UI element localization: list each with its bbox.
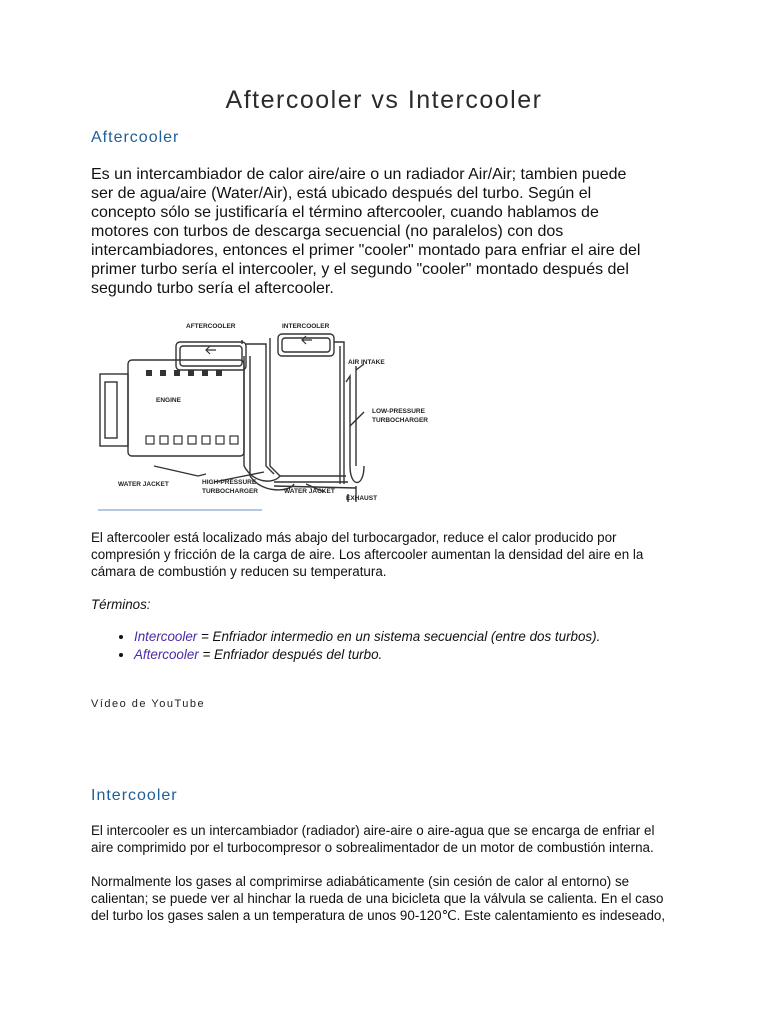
text-line: concepto sólo se justificaría el término aftercooler, cuando hablamos de (91, 204, 599, 221)
aftercooler-paragraph (91, 165, 661, 298)
term-word: Intercooler (134, 629, 198, 644)
term-word: Aftercooler (134, 647, 199, 662)
text-line: El intercooler es un intercambiador (radiador) aire-aire o aire-agua que se encarga de enfriar el (91, 823, 655, 838)
label-intercooler: INTERCOOLER (282, 323, 330, 330)
text-line: ser de agua/aire (Water/Air), está ubicado después del turbo. Según el (91, 185, 592, 202)
intercooler-paragraph-2 (91, 873, 711, 924)
intercooler-unit (278, 334, 334, 356)
text-line: motores con turbos de descarga secuencial (no paralelos) con dos (91, 223, 564, 240)
label-air-intake: AIR INTAKE (348, 359, 385, 366)
term-definition: = Enfriador intermedio en un sistema secuencial (entre dos turbos). (197, 629, 601, 644)
section-heading-aftercooler: Aftercooler (91, 129, 180, 146)
text-line: El aftercooler está localizado más abajo del turbocargador, reduce el calor producido por (91, 530, 617, 545)
label-high-pressure-1: HIGH-PRESSURE (202, 479, 257, 486)
terms-label: Términos: (91, 597, 151, 612)
aftercooler-description (91, 529, 711, 580)
label-engine: ENGINE (156, 397, 181, 404)
text-line: segundo turbo sería el aftercooler. (91, 280, 334, 297)
youtube-video-label[interactable]: Vídeo de YouTube (91, 698, 206, 710)
label-low-pressure-1: LOW-PRESSURE (372, 408, 425, 415)
turbo-system-diagram (94, 316, 448, 514)
label-exhaust: EXHAUST (346, 495, 378, 502)
page-title: Aftercooler vs Intercooler (225, 86, 543, 114)
label-water-jacket-right: WATER JACKET (284, 488, 335, 495)
text-line: compresión y fricción de la carga de aire. Los aftercooler aumentan la densidad del aire en la (91, 547, 644, 562)
text-line: primer turbo sería el intercooler, y el segundo "cooler" montado después del (91, 261, 629, 278)
engine-end-plate (100, 374, 128, 446)
text-line: del turbo los gases salen a un temperatura de unos 90-120℃. Este calentamiento es indeseado, (91, 908, 666, 923)
list-item (134, 646, 600, 664)
text-line: cámara de combustión y reducen su temperatura. (91, 564, 387, 579)
text-line: aire comprimido por el turbocompresor o sobrealimentador de un motor de combustión interna. (91, 840, 654, 855)
text-line: Normalmente los gases al comprimirse adiabáticamente (sin cesión de calor al entorno) se (91, 874, 630, 889)
text-line: Es un intercambiador de calor aire/aire o un radiador Air/Air; tambien puede (91, 166, 627, 183)
section-heading-intercooler: Intercooler (91, 787, 178, 804)
label-water-jacket-left: WATER JACKET (118, 481, 169, 488)
term-definition: = Enfriador después del turbo. (198, 647, 383, 662)
engine-block (128, 360, 244, 456)
label-aftercooler: AFTERCOOLER (186, 323, 236, 330)
list-item (134, 628, 600, 646)
terms-list (112, 628, 600, 664)
text-line: calientan; se puede ver al hinchar la rueda de una bicicleta que la válvula se calienta. En el caso (91, 891, 664, 906)
intercooler-paragraph-1 (91, 822, 711, 856)
label-high-pressure-2: TURBOCHARGER (202, 488, 258, 495)
label-low-pressure-2: TURBOCHARGER (372, 417, 428, 424)
text-line: intercambiadores, entonces el primer "cooler" montado para enfriar el aire del (91, 242, 641, 259)
